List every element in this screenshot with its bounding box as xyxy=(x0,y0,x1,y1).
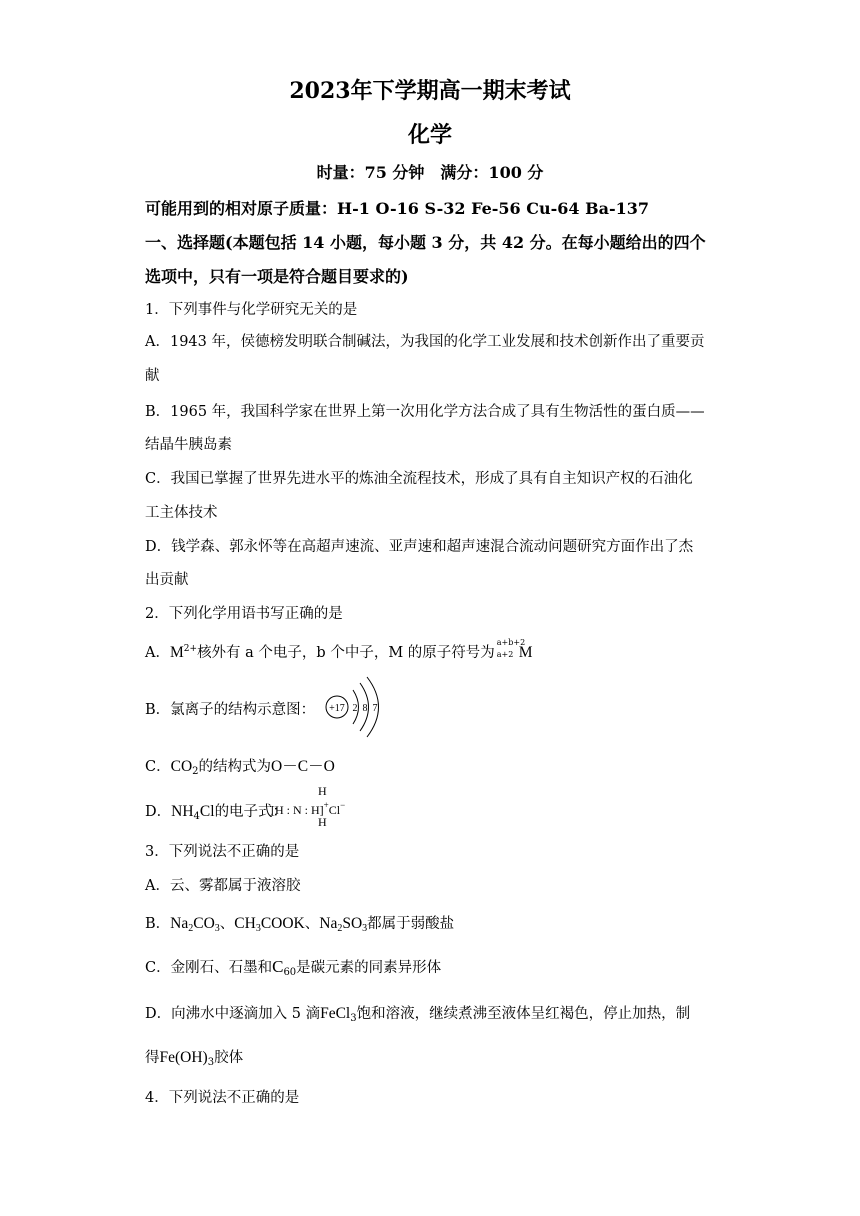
subscript: 3 xyxy=(350,1013,357,1024)
subscript: 3 xyxy=(255,923,261,934)
feoh3-formula: Fe(OH) xyxy=(159,1049,208,1066)
option-label: A． xyxy=(145,645,170,661)
chloride-symbol: Cl xyxy=(328,803,341,817)
q1-option-d-line1: D．钱学森、郭永怀等在高超声速流、亚声速和超声速混合流动问题研究方面作出了杰 xyxy=(145,539,694,555)
subscript: 2 xyxy=(192,766,199,777)
q1-option-c-line1: C．我国已掌握了世界先进水平的炼油全流程技术，形成了具有自主知识产权的石油化 xyxy=(145,471,693,487)
section-heading-line2: 选项中，只有一项是符合题目要求的) xyxy=(145,267,409,286)
element-symbol: M xyxy=(518,644,533,661)
option-text-end: 胶体 xyxy=(214,1050,244,1066)
subscript: 60 xyxy=(283,967,297,978)
electron-formula-top-h: H xyxy=(318,784,327,798)
ch3cook-formula xyxy=(234,915,304,932)
q2-stem: 2．下列化学用语书写正确的是 xyxy=(145,606,343,622)
carbon-symbol: C xyxy=(272,957,284,976)
ion-symbol: M xyxy=(169,644,184,661)
formula-part: Na xyxy=(170,915,189,932)
q2-option-c xyxy=(145,754,335,777)
option-label: C． xyxy=(145,759,171,775)
q2-option-a xyxy=(145,640,533,662)
option-text-end: 饱和溶液，继续煮沸至液体呈红褐色，停止加热，制 xyxy=(356,1006,691,1022)
na2co3-formula xyxy=(170,915,220,932)
separator: 、 xyxy=(219,916,235,932)
q1-option-c-line2: 工主体技术 xyxy=(145,505,218,521)
subscript: 3 xyxy=(362,923,368,934)
option-label: D． xyxy=(145,804,172,820)
q1-option-b-line1: B．1965 年，我国科学家在世界上第一次用化学方法合成了具有生物活性的蛋白质—— xyxy=(145,404,705,420)
co2-formula: CO xyxy=(170,758,193,775)
na2so3-formula xyxy=(319,915,367,932)
option-label: B． xyxy=(145,702,171,718)
time-info: 时量：75 分钟 满分：100 分 xyxy=(316,163,544,182)
q3-option-d-line1 xyxy=(145,1002,690,1024)
q3-option-c xyxy=(145,956,441,978)
formula-part: CO xyxy=(193,915,215,932)
option-text: 核外有 a 个电子，b 个中子，M 的原子符号为 xyxy=(197,645,495,661)
nuclide-notation xyxy=(496,638,526,662)
option-text: D．向沸水中逐滴加入 5 滴 xyxy=(145,1006,321,1022)
formula-part: SO xyxy=(342,915,363,932)
q1-option-a-line1: A．1943 年，侯德榜发明联合制碱法，为我国的化学工业发展和技术创新作出了重要贡 xyxy=(145,334,705,350)
subscript: 4 xyxy=(193,811,200,822)
option-text: 的结构式为 xyxy=(198,759,272,775)
q1-stem: 1．下列事件与化学研究无关的是 xyxy=(145,302,358,318)
mass-number: a+b+2 xyxy=(496,638,526,647)
structural-formula: O－C－O xyxy=(271,758,335,775)
q3-stem: 3．下列说法不正确的是 xyxy=(145,844,300,860)
formula-part: COOK xyxy=(260,915,305,932)
option-label: B． xyxy=(145,916,171,932)
exam-title: 2023年下学期高一期末考试 xyxy=(289,78,571,104)
shell-1-count: 2 xyxy=(352,703,358,714)
option-text: 的电子式： xyxy=(214,804,288,820)
option-text-end: 是碳元素的同素异形体 xyxy=(296,960,442,976)
shell-3-count: 7 xyxy=(372,703,378,714)
atomic-number: a+2 xyxy=(496,650,514,659)
q1-option-a-line2: 献 xyxy=(145,368,160,384)
atomic-masses: 可能用到的相对原子质量：H-1 O-16 S-32 Fe-56 Cu-64 Ba-137 xyxy=(145,199,649,218)
shell-2-count: 8 xyxy=(362,703,368,714)
option-text: 得 xyxy=(145,1050,160,1066)
option-text: 都属于弱酸盐 xyxy=(367,916,455,932)
fecl3-formula: FeCl xyxy=(320,1005,351,1022)
q3-option-d-line2 xyxy=(145,1046,243,1068)
subscript: 3 xyxy=(207,1057,215,1068)
subscript: 2 xyxy=(337,923,343,934)
ammonium-bracket: [H : N : H] xyxy=(271,803,324,817)
q3-option-b xyxy=(145,912,454,934)
ion-charge: 2+ xyxy=(183,644,198,654)
chlorine-symbol: Cl xyxy=(199,803,215,820)
q2-option-d xyxy=(145,800,287,822)
chloride-charge: − xyxy=(340,800,346,810)
separator: 、 xyxy=(304,916,320,932)
formula-part: Na xyxy=(319,915,338,932)
option-text: 氯离子的结构示意图： xyxy=(170,702,316,718)
formula-part: CH xyxy=(234,915,256,932)
subscript: 3 xyxy=(214,923,220,934)
electron-formula xyxy=(271,800,345,818)
subject-title: 化学 xyxy=(407,122,452,148)
electron-formula-bottom-h: H xyxy=(318,815,327,829)
nucleus-charge: +17 xyxy=(329,703,345,714)
chloride-ion-structure-diagram xyxy=(320,676,390,738)
q2-option-b xyxy=(145,698,315,719)
section-heading-line1: 一、选择题(本题包括 14 小题，每小题 3 分，共 42 分。在每小题给出的四个 xyxy=(145,233,706,252)
q1-option-b-line2: 结晶牛胰岛素 xyxy=(145,437,232,453)
ammonium-charge: + xyxy=(323,800,329,810)
subscript: 2 xyxy=(188,923,194,934)
q1-option-d-line2: 出贡献 xyxy=(145,572,189,588)
q4-stem: 4．下列说法不正确的是 xyxy=(145,1090,300,1106)
q3-option-a: A．云、雾都属于液溶胶 xyxy=(145,878,301,894)
option-text: C．金刚石、石墨和 xyxy=(145,960,273,976)
nh4cl-formula: NH xyxy=(171,803,194,820)
